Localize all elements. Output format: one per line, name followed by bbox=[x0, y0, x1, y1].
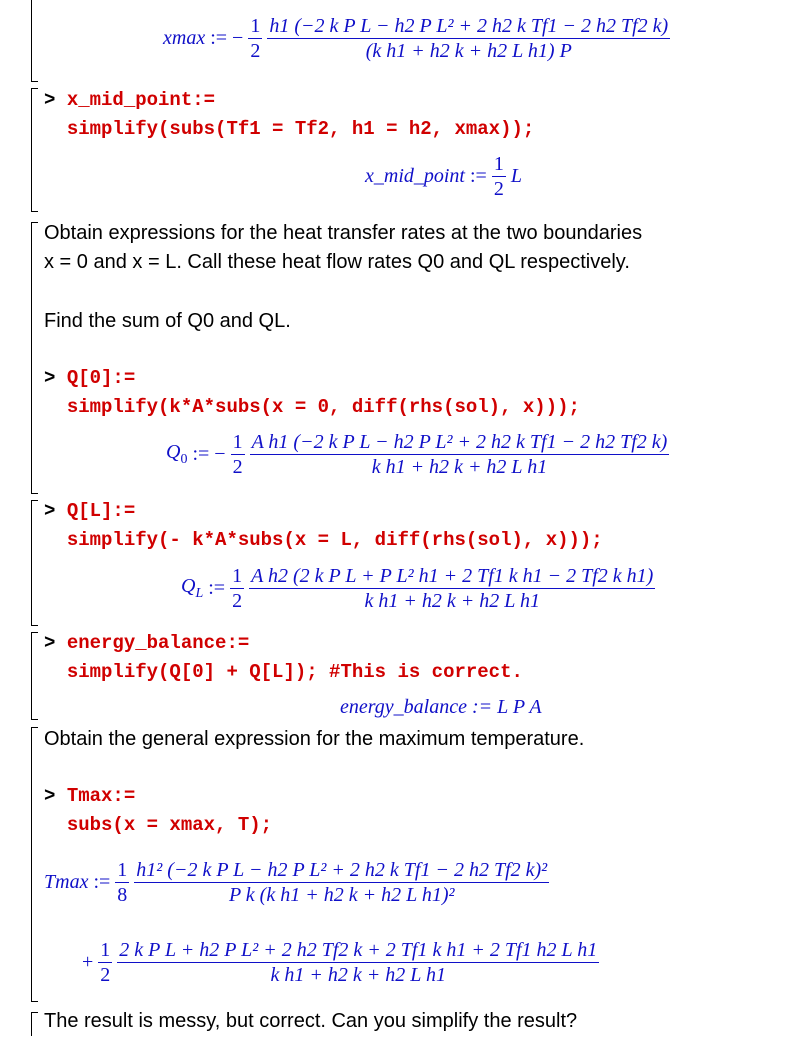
assign-operator: := − bbox=[192, 443, 226, 465]
input-line[interactable]: simplify(subs(Tf1 = Tf2, h1 = h2, xmax)); bbox=[66, 118, 535, 140]
math-lhs: xmax bbox=[163, 27, 206, 49]
maple-input[interactable] bbox=[44, 364, 580, 422]
expression-fraction: $\frac{\text{h1 (−2 k P L − h2 P L² + 2 h2 k Tf1 − 2 h2 Tf2 k)}}{\text{(k h1 + h2 k + h2 L h1) P}}$ bbox=[269, 15, 669, 62]
expression-fraction: $\frac{\text{A h2 (2 k P L + P L² h1 + 2 Tf1 k h1 − 2 Tf2 k h1)}}{\text{k h1 + h2 k + h2 L h1}}$ bbox=[251, 565, 654, 612]
energy-balance-output bbox=[340, 696, 542, 719]
input-line[interactable]: Tmax:= bbox=[66, 785, 136, 807]
maple-input[interactable] bbox=[44, 86, 534, 144]
q0-output bbox=[166, 430, 669, 479]
maple-input[interactable] bbox=[44, 497, 603, 555]
plus-operator: + bbox=[82, 951, 94, 973]
math-lhs: Tmax bbox=[44, 871, 89, 893]
assign-operator: := bbox=[208, 577, 226, 599]
input-line[interactable]: Q[0]:= bbox=[66, 367, 136, 389]
maple-input[interactable] bbox=[44, 782, 272, 840]
coefficient-fraction: $\frac{1}{2}$ bbox=[250, 15, 261, 62]
text-group-bracket[interactable] bbox=[31, 1012, 32, 1036]
execution-group-bracket[interactable] bbox=[31, 88, 32, 212]
coefficient-fraction: $\frac{1}{2}$ bbox=[493, 153, 504, 200]
input-line[interactable]: energy_balance:= bbox=[66, 632, 250, 654]
text-paragraph: Find the sum of Q0 and QL. bbox=[44, 310, 291, 332]
tmax-output-line2 bbox=[82, 938, 599, 987]
coefficient-fraction: $\frac{1}{2}$ bbox=[100, 939, 111, 986]
input-line[interactable]: simplify(k*A*subs(x = 0, diff(rhs(sol), x))); bbox=[66, 396, 580, 418]
coefficient-fraction: $\frac{1}{2}$ bbox=[232, 431, 243, 478]
x-mid-point-output bbox=[365, 152, 522, 201]
execution-group-bracket[interactable] bbox=[31, 727, 32, 1002]
coefficient-fraction: $\frac{1}{2}$ bbox=[232, 565, 243, 612]
expression-fraction: $\frac{\text{2 k P L + h2 P L² + 2 h2 Tf2 k + 2 Tf1 k h1 + 2 Tf1 h2 L h1}}{\text{k h1 + h2 k + h2 L h1}}$ bbox=[119, 939, 598, 986]
input-line[interactable]: Q[L]:= bbox=[66, 500, 136, 522]
assign-operator: := bbox=[93, 871, 111, 893]
prompt-symbol: > bbox=[44, 785, 56, 807]
ql-output bbox=[181, 564, 655, 613]
math-lhs: $Q_L$ bbox=[181, 575, 204, 601]
text-paragraph: The result is messy, but correct. Can you simplify the result? bbox=[44, 1010, 578, 1032]
execution-group-bracket[interactable] bbox=[31, 0, 32, 82]
expression-fraction: $\frac{\text{h1² (−2 k P L − h2 P L² + 2 h2 k Tf1 − 2 h2 Tf2 k)²}}{\text{P k (k h1 + h2 k + h2 L h1)²}}$ bbox=[136, 859, 548, 906]
math-expression: energy_balance := L P A bbox=[340, 696, 542, 718]
maple-input[interactable] bbox=[44, 629, 523, 687]
input-line[interactable]: subs(x = xmax, T); bbox=[66, 814, 273, 836]
assign-operator: := − bbox=[210, 27, 244, 49]
execution-group-bracket[interactable] bbox=[31, 222, 32, 494]
xmax-output bbox=[163, 14, 670, 63]
math-term: L bbox=[510, 165, 522, 187]
prompt-symbol: > bbox=[44, 632, 56, 654]
execution-group-bracket[interactable] bbox=[31, 632, 32, 720]
input-line[interactable]: x_mid_point:= bbox=[66, 89, 216, 111]
assign-operator: := bbox=[470, 165, 487, 187]
coefficient-fraction: $\frac{1}{8}$ bbox=[117, 859, 128, 906]
input-line[interactable]: simplify(Q[0] + Q[L]); #This is correct. bbox=[66, 661, 523, 683]
math-lhs: x_mid_point bbox=[365, 165, 465, 187]
execution-group-bracket[interactable] bbox=[31, 500, 32, 626]
text-paragraph: Obtain expressions for the heat transfer rates at the two boundaries x = 0 and x = L. Call these heat flow rates Q0 and QL respectively. bbox=[44, 222, 643, 273]
prompt-symbol: > bbox=[44, 89, 56, 111]
text-paragraph: Obtain the general expression for the maximum temperature. bbox=[44, 728, 585, 750]
prompt-symbol: > bbox=[44, 500, 56, 522]
expression-fraction: $\frac{\text{A h1 (−2 k P L − h2 P L² + 2 h2 k Tf1 − 2 h2 Tf2 k)}}{\text{k h1 + h2 k + h2 L h1}}$ bbox=[251, 431, 668, 478]
tmax-output-line1 bbox=[44, 858, 549, 907]
prompt-symbol: > bbox=[44, 367, 56, 389]
math-lhs: $Q_0$ bbox=[166, 441, 188, 467]
input-line[interactable]: simplify(- k*A*subs(x = L, diff(rhs(sol), x))); bbox=[66, 529, 603, 551]
